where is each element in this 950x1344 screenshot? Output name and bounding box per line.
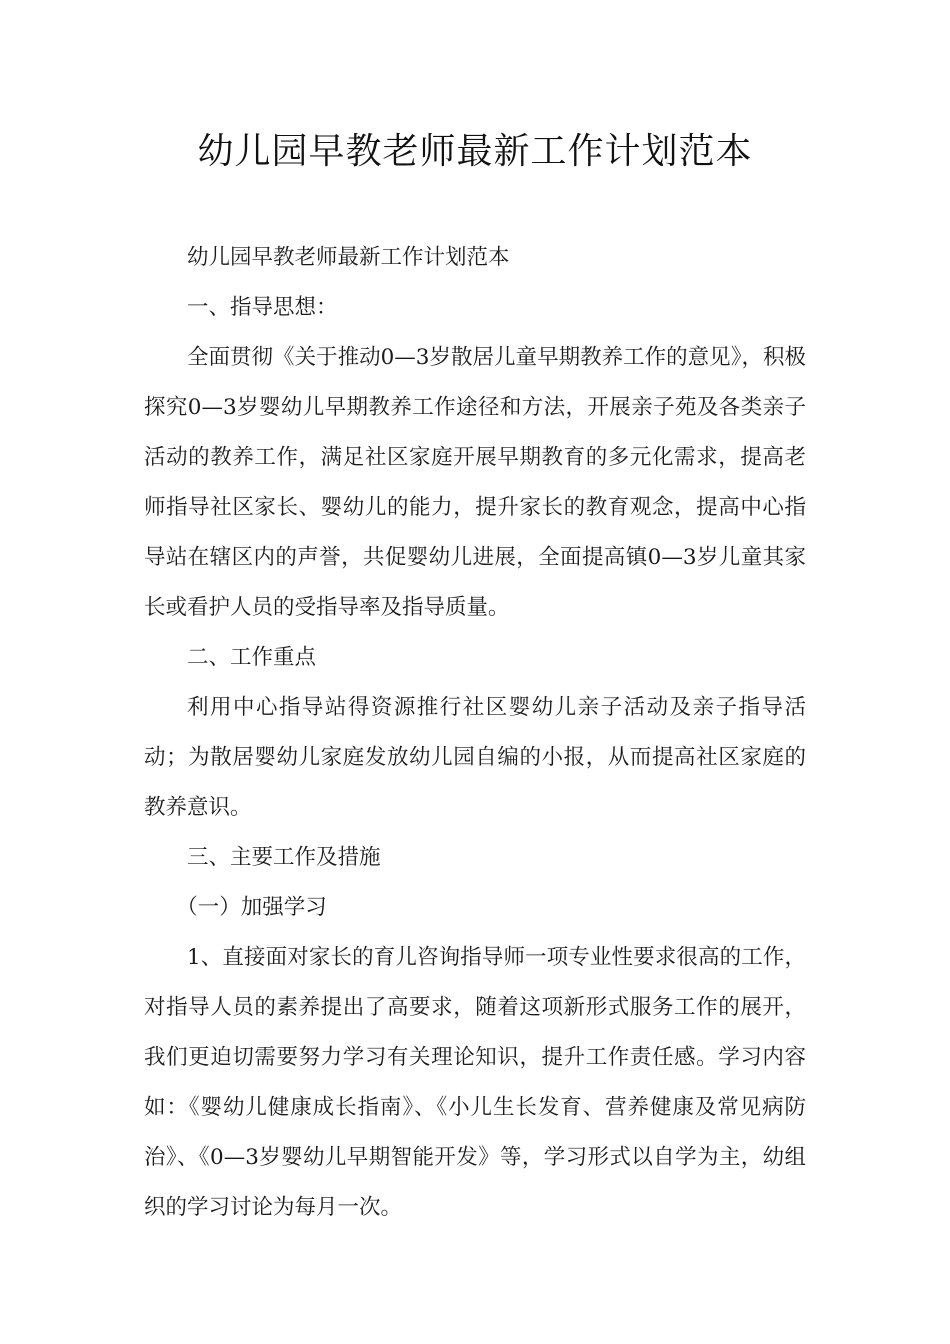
subheading-strengthen-learning: （一）加强学习 bbox=[176, 895, 327, 920]
paragraph-guiding-ideology: 全面贯彻《关于推动0—3岁散居儿童早期教养工作的意见》，积极探究0—3岁婴幼儿早期教养工作途径和方法，开展亲子苑及各类亲子活动的教养工作，满足社区家庭开展早期教育的多元化需求，提高老师指导社区家长、婴幼儿的能力，提升家长的教育观念，提高中心指导站在辖区内的声誉，共促婴幼儿进展，全面提高镇0—3岁儿童其家长或看护人员的受指导率及指导质量。 bbox=[144, 345, 806, 620]
document-title: 幼儿园早教老师最新工作计划范本 bbox=[197, 131, 753, 172]
heading-main-work: 三、主要工作及措施 bbox=[187, 845, 381, 870]
paragraph-subtitle: 幼儿园早教老师最新工作计划范本 bbox=[187, 245, 510, 270]
heading-work-focus: 二、工作重点 bbox=[187, 645, 317, 670]
paragraph-work-focus: 利用中心指导站得资源推行社区婴幼儿亲子活动及亲子指导活动；为散居婴幼儿家庭发放幼儿园自编的小报，从而提高社区家庭的教养意识。 bbox=[144, 695, 806, 820]
paragraph-learning-item-1: 1、直接面对家长的育儿咨询指导师一项专业性要求很高的工作，对指导人员的素养提出了高要求，随着这项新形式服务工作的展开，我们更迫切需要努力学习有关理论知识，提升工作责任感。学习内容如：《婴幼儿健康成长指南》、《小儿生长发育、营养健康及常见病防治》、《0—3岁婴幼儿早期智能开发》等，学习形式以自学为主，幼组织的学习讨论为每月一次。 bbox=[144, 945, 806, 1220]
heading-guiding-ideology: 一、指导思想： bbox=[187, 295, 338, 320]
document-body bbox=[144, 233, 806, 1233]
